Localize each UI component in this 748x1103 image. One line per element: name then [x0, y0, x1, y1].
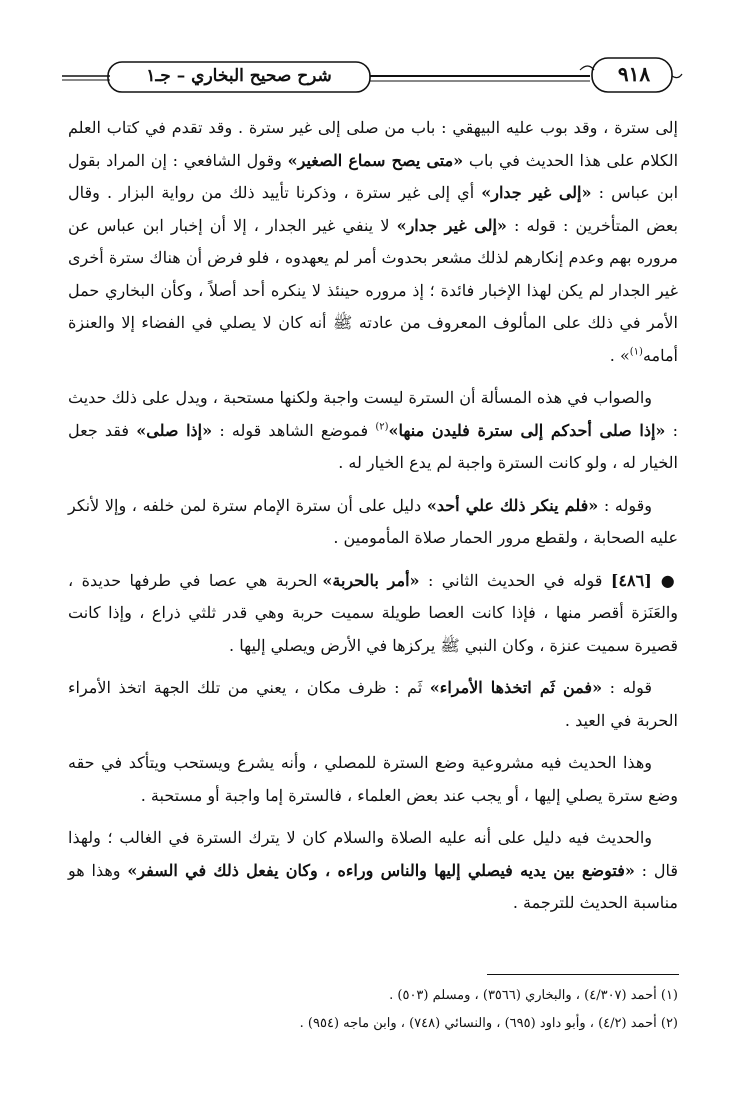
paragraph — [68, 672, 678, 737]
footnote-2: (٢) أحمد (٤/٢) ، وأبو داود (٦٩٥) ، والنسائي (٧٤٨) ، وابن ماجه (٩٥٤) . — [299, 1016, 678, 1031]
paragraph — [68, 112, 678, 372]
paragraph — [68, 490, 678, 555]
quoted-hadith-text: [٤٨٦] — [610, 570, 652, 590]
text-segment: وقوله : — [598, 495, 653, 515]
text-segment: فقد جعل الخيار له ، ولو كانت السترة واجبة لم يدع الخيار له . — [68, 420, 678, 472]
quoted-hadith-text: «فمن ثَم اتخذها الأمراء» — [429, 678, 603, 697]
quoted-hadith-text: «إذا صلى أحدكم إلى سترة فليدن منها» — [388, 420, 666, 440]
quoted-hadith-text: «متى يصح سماع الصغير» — [287, 150, 464, 170]
text-segment: ثَم : ظرف مكان ، يعني من تلك الجهة اتخذ الأمراء الحربة في العيد . — [68, 678, 678, 730]
text-segment: فموضع الشاهد قوله : — [212, 420, 376, 440]
text-segment: والصواب في هذه المسألة أن السترة ليست واجبة ولكنها مستحبة ، ويدل على ذلك حديث : — [68, 388, 679, 440]
text-segment: » . — [609, 345, 630, 365]
text-segment: وهذا الحديث فيه مشروعية وضع السترة للمصلي ، وأنه يشرع ويستحب ويتأكد في حقه وضع سترة يصلي إليها ، أو يجب عند بعض العلماء ، فالسترة إما واجبة أو مستحبة . — [68, 753, 678, 805]
text-segment: والحديث فيه دليل على أنه عليه الصلاة والسلام كان لا يترك السترة في الغالب ؛ ولهذا قال : — [68, 828, 678, 880]
quoted-hadith-text: «فلم ينكر ذلك علي أحد» — [426, 495, 599, 515]
quoted-hadith-text: «فتوضع بين يديه فيصلي إليها والناس وراءه ، وكان يفعل ذلك في السفر» — [127, 860, 635, 880]
main-text — [68, 112, 678, 920]
text-segment: قوله : — [602, 678, 653, 697]
footnote-1: (١) أحمد (٤/٣٠٧) ، والبخاري (٣٥٦٦) ، ومسلم (٥٠٣) . — [389, 988, 678, 1003]
text-segment: دليل على أن سترة الإمام سترة لمن خلفه ، وإلا لأنكر عليه الصحابة ، ولقطع مرور الحمار صلاة المأمومين . — [68, 495, 678, 547]
text-segment: الحربة هي عصا في طرفها حديدة ، والعَنَزة أقصر منها ، فإذا كانت العصا طويلة سميت حربة وهي قدر ثلثي ذراع ، وإذا كانت قصيرة سميت عنزة ، وكان النبي ﷺ يركزها في الأرض ويصلي إليها . — [68, 570, 678, 655]
page-header — [60, 54, 685, 98]
text-segment: لا ينفي غير الجدار ، إلا أن إخبار ابن عباس عن مروره بهم وعدم إنكارهم لذلك مشعر بحدوث أمر لم يعهدوه ، فلو فرض أن هناك سترة أخرى غير الجدار لم يكن لهذا الإخبار فائدة ؛ إذ مروره حينئذ لا ينكره أحد أصلاً ، وكأن البخاري حمل الأمر في ذلك على المألوف المعروف من عادته ﷺ أنه كان لا يصلي في الفضاء إلا والعنزة أمامه — [68, 215, 678, 365]
paragraph — [68, 565, 678, 663]
paragraph — [68, 382, 678, 480]
text-segment: قوله في الحديث الثاني : — [419, 570, 611, 590]
paragraph — [68, 822, 678, 920]
text-segment: إلى سترة ، وقد بوب عليه البيهقي : باب من صلى إلى غير سترة . وقد تقدم في كتاب العلم الكلام على هذا الحديث في باب — [68, 118, 679, 170]
paragraph — [68, 747, 678, 812]
page-number: ٩١٨ — [617, 62, 651, 86]
quoted-hadith-text: «إلى غير جدار» — [481, 183, 592, 202]
text-segment: وهذا هو مناسبة الحديث للترجمة . — [68, 860, 678, 912]
running-title: شرح صحيح البخاري – جـ١ — [146, 66, 332, 86]
footnote-ref: (١) — [629, 346, 643, 358]
text-segment: أي إلى غير سترة ، وذكرنا تأييد ذلك من رواية البزار . وقال بعض المتأخرين : قوله : — [68, 183, 678, 235]
text-segment: وقول الشافعي : إن المراد بقول ابن عباس : — [68, 150, 679, 202]
quoted-hadith-text: «إذا صلى» — [136, 420, 213, 440]
footnote-ref: (٢) — [375, 421, 389, 433]
footnotes — [68, 982, 678, 1038]
footnote-separator — [487, 974, 679, 975]
quoted-hadith-text: «أمر بالحربة» — [322, 570, 420, 590]
bullet-icon: ● — [651, 570, 679, 590]
quoted-hadith-text: «إلى غير جدار» — [396, 215, 507, 235]
